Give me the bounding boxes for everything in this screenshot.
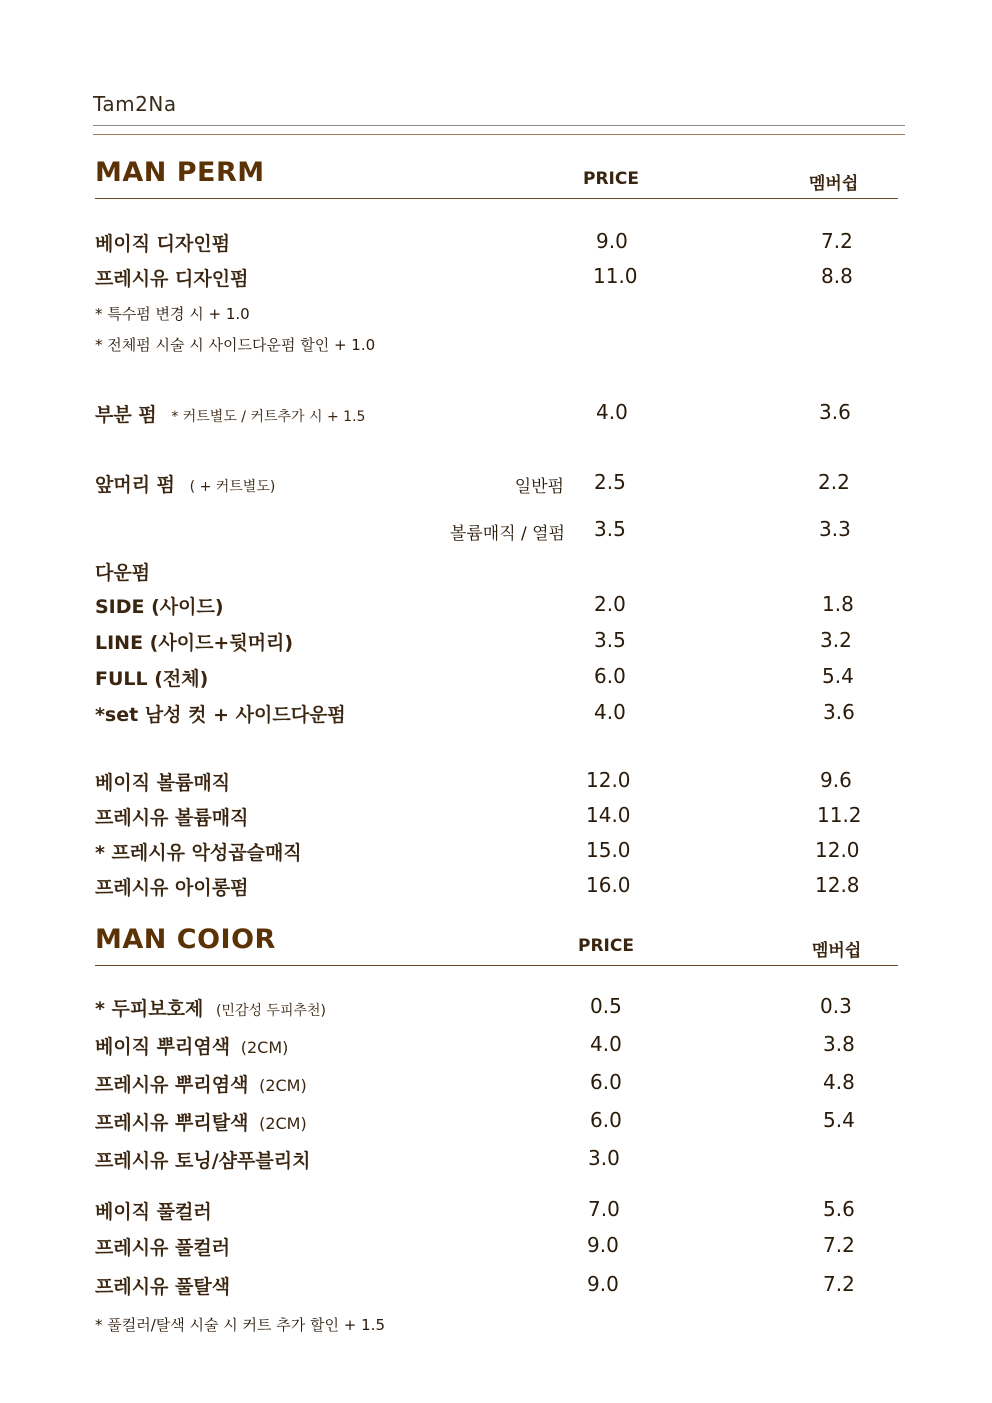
menu-item-member-price: 5.6 [823, 1197, 855, 1221]
menu-item-member-price: 0.3 [820, 994, 852, 1018]
menu-item-price: 6.0 [590, 1108, 622, 1132]
perm-member-header: 멤버쉽 [809, 174, 859, 194]
menu-item-price: 6.0 [594, 664, 626, 688]
menu-item-fresh-root-bleach [95, 1108, 307, 1135]
perm-note: * 특수펌 변경 시 + 1.0 [95, 305, 250, 323]
menu-item-price: 3.0 [588, 1146, 620, 1170]
menu-item-price: 12.0 [586, 768, 631, 792]
menu-item-label: 베이직 볼륨매직 [95, 772, 231, 794]
menu-item-member-price: 5.4 [822, 664, 854, 688]
subsection-title: 다운펌 [95, 562, 151, 584]
menu-item-price: 6.0 [590, 1070, 622, 1094]
menu-item-note: ( + 커트별도) [189, 479, 276, 495]
color-note: * 풀컬러/탈색 시술 시 커트 추가 할인 + 1.5 [95, 1316, 385, 1334]
menu-item-price: 4.0 [590, 1032, 622, 1056]
menu-item-price: 11.0 [593, 264, 638, 288]
menu-item-label: 프레시유 볼륨매직 [95, 807, 249, 829]
perm-price-header: PRICE [583, 169, 639, 189]
menu-item-note: (2CM) [240, 1038, 289, 1057]
menu-item-member-price: 2.2 [818, 470, 850, 494]
menu-item-note: (민감성 두피추천) [215, 1003, 326, 1019]
menu-item-label: 앞머리 펌 [95, 474, 176, 496]
menu-item-label: 프레시유 뿌리탈색 [95, 1112, 249, 1134]
menu-item-member-price: 5.4 [823, 1108, 855, 1132]
menu-item-bangs [95, 470, 275, 497]
menu-item-price: 3.5 [594, 517, 626, 541]
menu-item-label: *set 남성 컷 + 사이드다운펌 [95, 704, 346, 726]
menu-item-label: LINE (사이드+뒷머리) [95, 632, 294, 654]
menu-item-price: 3.5 [594, 628, 626, 652]
menu-item-label: 프레시유 풀컬러 [95, 1237, 231, 1259]
menu-item-fresh-root [95, 1070, 307, 1097]
menu-item-price: 15.0 [586, 838, 631, 862]
color-section-rule [95, 965, 898, 966]
menu-item-member-price: 7.2 [823, 1272, 855, 1296]
menu-item-member-price: 8.8 [821, 264, 853, 288]
menu-sub-label: 일반펌 [514, 477, 564, 497]
menu-item-member-price: 3.3 [819, 517, 851, 541]
menu-item-basic-root [95, 1032, 288, 1059]
menu-item-member-price: 3.8 [823, 1032, 855, 1056]
menu-item-price: 9.0 [587, 1272, 619, 1296]
menu-item-price: 4.0 [594, 700, 626, 724]
color-section-title: MAN COIOR [95, 924, 276, 955]
menu-item-price: 2.5 [594, 470, 626, 494]
header-rule-top [93, 125, 905, 126]
menu-item-member-price: 3.2 [820, 628, 852, 652]
menu-item-label: 프레시유 풀탈색 [95, 1276, 231, 1298]
menu-item-price: 16.0 [586, 873, 631, 897]
menu-item-label: 베이직 풀컬러 [95, 1201, 212, 1223]
menu-item-note: (2CM) [259, 1114, 307, 1133]
menu-item-note: (2CM) [259, 1076, 307, 1095]
menu-item-member-price: 12.0 [815, 838, 860, 862]
menu-item-label: * 두피보호제 [95, 998, 204, 1020]
menu-item-member-price: 1.8 [822, 592, 854, 616]
menu-item-label: FULL (전체) [95, 668, 209, 690]
menu-item-member-price: 4.8 [823, 1070, 855, 1094]
menu-item-price: 0.5 [590, 994, 622, 1018]
menu-item-label: * 프레시유 악성곱슬매직 [95, 842, 302, 864]
menu-item-price: 14.0 [586, 803, 631, 827]
menu-item-label: 베이직 뿌리염색 [95, 1036, 231, 1058]
menu-item-price: 4.0 [596, 400, 628, 424]
menu-item-note: * 커트별도 / 커트추가 시 + 1.5 [171, 409, 366, 425]
menu-item-member-price: 7.2 [823, 1233, 855, 1257]
menu-item-label: SIDE (사이드) [95, 596, 224, 618]
header-rule-bottom [93, 134, 905, 135]
perm-note: * 전체펌 시술 시 사이드다운펌 할인 + 1.0 [95, 336, 376, 354]
menu-item-price: 7.0 [588, 1197, 620, 1221]
menu-item-price: 2.0 [594, 592, 626, 616]
menu-item-member-price: 3.6 [819, 400, 851, 424]
menu-item-price: 9.0 [596, 229, 628, 253]
color-price-header: PRICE [578, 936, 634, 956]
color-member-header: 멤버쉽 [812, 941, 862, 961]
menu-item-label: 프레시유 아이롱펌 [95, 877, 249, 899]
perm-section-rule [95, 198, 898, 199]
menu-item-member-price: 7.2 [821, 229, 853, 253]
menu-item-member-price: 11.2 [817, 803, 862, 827]
menu-item-label: 프레시유 토닝/샴푸블리치 [95, 1150, 311, 1172]
menu-item-price: 9.0 [587, 1233, 619, 1257]
menu-item-label: 부분 펌 [95, 404, 157, 426]
menu-item-label: 베이직 디자인펌 [95, 233, 231, 255]
menu-item-scalp [95, 994, 326, 1021]
menu-sub-label: 볼륨매직 / 열펌 [449, 524, 565, 544]
menu-item-label: 프레시유 디자인펌 [95, 268, 249, 290]
menu-item-partial [95, 400, 365, 427]
menu-item-member-price: 12.8 [815, 873, 860, 897]
menu-item-member-price: 3.6 [823, 700, 855, 724]
menu-item-member-price: 9.6 [820, 768, 852, 792]
perm-section-title: MAN PERM [95, 157, 265, 188]
menu-item-label: 프레시유 뿌리염색 [95, 1074, 249, 1096]
brand-logo-text: Tam2Na [93, 92, 177, 116]
